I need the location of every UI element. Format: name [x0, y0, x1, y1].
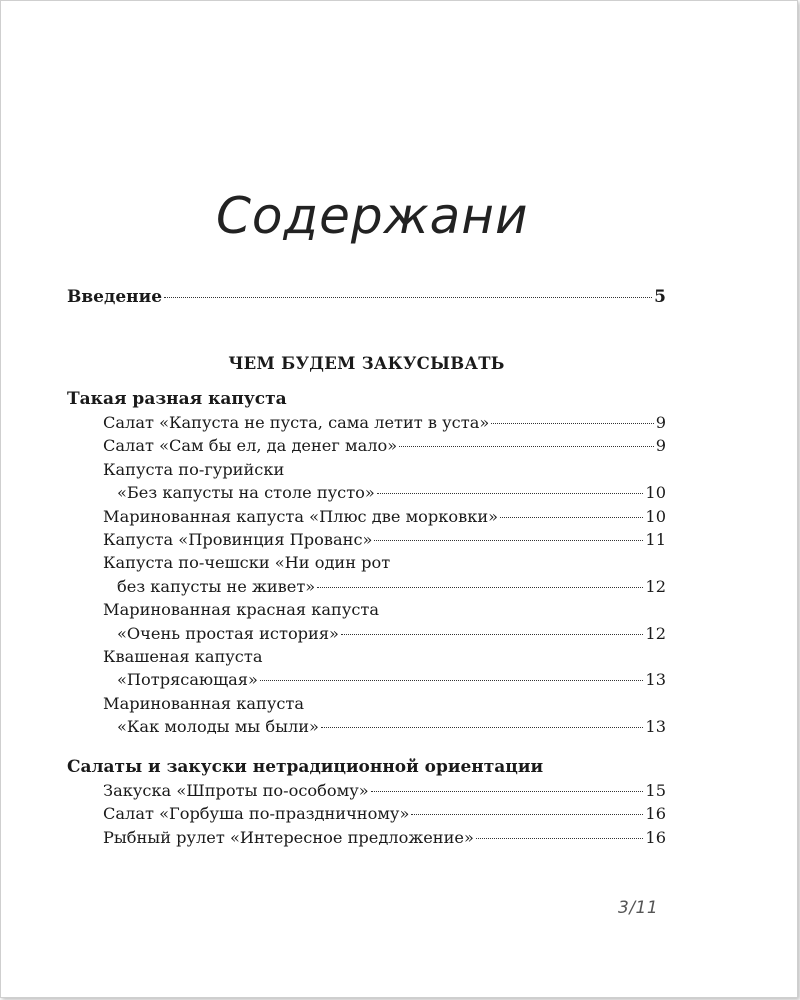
leader-dots — [317, 587, 643, 588]
toc-entry-intro[interactable] — [67, 284, 666, 310]
toc-entry-page: 9 — [655, 413, 666, 432]
section-heading: ЧЕМ БУДЕМ ЗАКУСЫВАТЬ — [228, 354, 505, 373]
leader-dots — [476, 838, 644, 839]
toc-entry[interactable] — [67, 411, 666, 434]
toc-entry[interactable] — [67, 528, 666, 551]
toc-entry[interactable] — [67, 668, 666, 691]
subsection-heading: Такая разная капуста — [67, 389, 287, 409]
leader-dots — [321, 727, 643, 728]
toc-entry[interactable] — [67, 622, 666, 645]
toc-entry[interactable] — [67, 826, 666, 849]
toc-entry[interactable] — [67, 779, 666, 802]
toc-entry-label: Маринованная капуста «Плюс две морковки» — [103, 506, 499, 526]
toc-entry-page: 9 — [655, 436, 666, 456]
toc-entry-label: без капусты не живет» — [117, 576, 316, 596]
toc-entry-first-line: Маринованная красная капуста — [103, 600, 380, 620]
toc-entry-first-line: Квашеная капуста — [103, 647, 263, 667]
leader-dots — [374, 540, 643, 541]
leader-dots — [260, 680, 643, 681]
toc-entry-first-line: Маринованная капуста — [103, 693, 305, 713]
page-title — [210, 185, 530, 255]
leader-dots — [341, 634, 643, 635]
toc-entry-first-line: Капуста по-чешски «Ни один рот — [103, 553, 391, 573]
leader-dots — [500, 517, 643, 518]
toc-entry-page: 16 — [645, 804, 666, 824]
toc-entry-page: 15 — [645, 780, 666, 800]
leader-dots — [377, 493, 644, 494]
toc-entry-page: 10 — [645, 483, 666, 503]
toc-entry-label: Салат «Горбуша по-праздничному» — [103, 804, 410, 824]
leader-dots — [411, 814, 643, 815]
toc-entry[interactable] — [67, 505, 666, 528]
toc-entry-page: 13 — [645, 717, 666, 737]
toc-entry-first-line: Капуста по-гурийски — [103, 459, 285, 479]
toc-entry-label: «Потрясающая» — [117, 670, 258, 690]
page-folio: 3/11 — [618, 898, 659, 918]
toc-entry-label: Капуста «Провинция Прованс» — [103, 530, 373, 550]
leader-dots — [371, 791, 644, 792]
toc-entry-page: 10 — [645, 506, 666, 526]
leader-dots — [164, 297, 652, 298]
toc-entry-label: Введение — [67, 287, 163, 307]
table-of-contents — [67, 284, 666, 849]
toc-entry-label: «Как молоды мы были» — [117, 717, 319, 737]
toc-entry-label: Салат «Сам бы ел, да денег мало» — [103, 436, 398, 456]
toc-entry[interactable] — [67, 481, 666, 504]
title-text: Содержание — [216, 187, 530, 245]
toc-entry-page: 11 — [645, 530, 666, 550]
toc-entry-label: «Очень простая история» — [117, 623, 339, 643]
toc-entry[interactable] — [67, 715, 666, 738]
toc-entry[interactable] — [67, 575, 666, 598]
toc-entry-page: 12 — [645, 576, 666, 596]
toc-entry-label: «Без капусты на столе пусто» — [117, 483, 375, 503]
toc-entry-label: Салат «Капуста не пуста, сама летит в уста» — [103, 413, 490, 432]
leader-dots — [399, 446, 654, 447]
toc-entry-page: 13 — [645, 670, 666, 690]
toc-entry-page: 16 — [645, 827, 666, 847]
toc-entry[interactable] — [67, 434, 666, 457]
toc-entry-label: Рыбный рулет «Интересное предложение» — [103, 827, 474, 847]
toc-entry-page: 12 — [645, 623, 666, 643]
toc-entry-page: 5 — [654, 287, 666, 307]
toc-entry[interactable] — [67, 802, 666, 825]
handwritten-title — [210, 185, 530, 255]
toc-entry-label: Закуска «Шпроты по-особому» — [103, 780, 369, 800]
subsection-heading: Салаты и закуски нетрадиционной ориентации — [67, 756, 544, 777]
leader-dots — [491, 423, 653, 424]
